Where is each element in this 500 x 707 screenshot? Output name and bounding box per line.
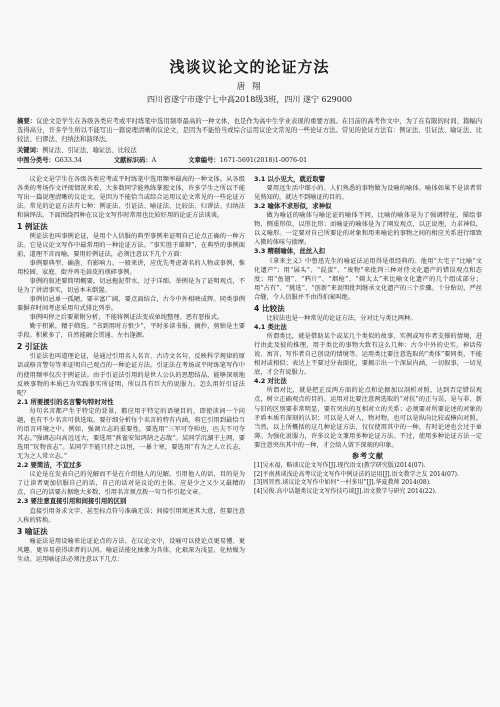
paragraph: 所谓类比，就是借助某个或某几个类似的故事、实例或写作者支撑的情境，进行由此及彼的推理，用于类比的事物大致有这么几种：古今中外的史实，神话传说、寓言，写作者自己创设的情境等。运用类比要注意选取的“类体”要同类，不能相对或相似；表达上不要过分表面化，要揭示出一个深层内涵，一切叙事，一切见底，才会有说服力。 bbox=[254, 332, 482, 377]
paragraph: 事例的叙述要简明概要，切忌拖泥带水，过于详细。举例是为了证明观点，不是为了讲清事实，切忌本末倒置。 bbox=[17, 278, 245, 295]
intro-paragraph: 议论文是学生在各级各类应考或平时练笔中选用频率最高的一种文体。从各级各类的考场作文评阅情况来看，大多数同学能熟练掌握文体，许多学生之所以不能写出一篇说理清晰的议论文，是因为不能恰当或综合运用议论文常见的一些论证方法。常见的论证方法有七种：例证法、引证法、喻证法、比较法、归谬法、归纳法和演绎法。下面围绕四种在议论文写作时常用也比较好用的论证方法谈谈。 bbox=[17, 175, 245, 219]
section-heading-2: 2 引证法 bbox=[17, 342, 48, 352]
subsection-heading-2-2: 2.2 要简洁，不宜过多 bbox=[17, 461, 82, 470]
paper-affiliation: 四川省遂宁市遂宁七中高2018级3班，四川 遂宁 629000 bbox=[146, 95, 353, 104]
subsection-heading-3-1: 3.1 以小见大，就近取譬 bbox=[254, 174, 326, 183]
abstract bbox=[17, 117, 482, 145]
keywords bbox=[17, 146, 482, 155]
paragraph: 每句名言都产生于特定的背景，都应用于特定的语境目的，即使读词一个问题，也有不少名言可供选取。要仔细分析每个名言的特有内涵，将它引用到最恰当的语言环境之中。例如，强调立志的重要性，要选用“三军可夺帅也，匹夫不可夺其志。”强调志向高远远大，要选用“燕雀安知鸿鹄之志哉”。某同学沉湖于上网，要选用“玩物丧志”。某同学不能只持之以恒，一暴十寒，要选用“有为之人立长志，无为之人常立志。” bbox=[17, 407, 245, 461]
paragraph: 勤于积累，精于筛选。“书到用时方恨少”，平时多读书报、摘抄，剪贴是主要手段。积累多了，自然能融会贯通、左右逢源。 bbox=[17, 323, 245, 340]
classification-line bbox=[17, 156, 482, 165]
section-heading-4: 4 比较法 bbox=[254, 303, 285, 313]
paragraph: 例证法也叫事例论证，是用个人信服的典型事例来证明自己论点正确的一种方法。它是议论文写作中最常用的一种论证方法。“事实胜于雄辩”，在典型的事例面前，道理不言而喻。要用好例证法，必须注意以下几个方面： bbox=[17, 232, 245, 258]
keywords-label: 关键词： bbox=[17, 146, 43, 154]
paragraph: 引证法也叫道理论证，是通过引用名人名言、古诗文名句、反映科学规律的原话或格言警句等来证明自己观点的一种论证方法。引证法在考场或平时练笔写作中的使用频率仅次于例证法。由于引证法引用的是世人公认的思想结晶，能够深刻地反映事物的本质已为实践事实所证明，所以具有巨大的说服力。怎么用好引证法呢？ bbox=[17, 353, 245, 397]
clc-value: G633.34 bbox=[54, 156, 82, 164]
abstract-text: 议论文是学生在各级各类应考或平时练笔中选用频率最高的一种文体，也是作为高中生学业表现的重要方面。在目前的高考作文中，为了在有限的时间、篇幅内选得高分，许多学生所以不能写出一篇说理清晰的议论文，是因为不能恰当或综合运用议论文常见的一些论证方法。常见的论证方法有：例证法、引证法、喻证法、比较法、归谬法、归纳法和演绎法。 bbox=[17, 118, 483, 144]
article-number-value: 1671-5691(2018)1-0076-01 bbox=[219, 156, 308, 164]
paragraph: 事例叫停之后要紧附分析，不能将例证法变成单纯整理、恶有恶报式。 bbox=[29, 314, 224, 322]
paragraph: 事例切忌单一孤陋，要丰富广阔，要点面结合，古今中外相映成辉。同类事例要摒弃时间考虑采用句式排比列举。 bbox=[17, 296, 245, 313]
paper-title: 浅谈议论文的论证方法 bbox=[169, 58, 330, 76]
references-heading: 参考文献 bbox=[352, 451, 384, 460]
subsection-heading-2-1: 2.1 所要援引的名言警句特时对性 bbox=[17, 397, 114, 406]
subsection-heading-4-1: 4.1 类比法 bbox=[254, 322, 287, 331]
paragraph: 要用远生活中细小的、人们熟悉的事物做为设喻的喻体。喻体如果不是读者常见熟知的，就达不到喻证的目的。 bbox=[254, 184, 482, 201]
reference-item: [4]吴俊.高中话题类议论文写作技巧谈[J].语文教学与研究 2014(22). bbox=[254, 488, 437, 496]
section-heading-3: 3 喻证法 bbox=[17, 526, 48, 536]
right-column bbox=[254, 175, 482, 564]
subsection-heading-2-3: 2.3 要注意直接引用和间接引用的区别 bbox=[17, 497, 127, 506]
paragraph: 做为喻证的喻体与喻论证的喻体不同，比喻的喻体是为了强调特征，描绘事物，侧重形似，以形比形；而喻证的喻体是为了阐发观点，以正说理，力求神似，以义喻形。一定要对自己所要论的对象和用来喻论的事物之间的相应关系进行细致入微的体味与揣摩。 bbox=[254, 212, 482, 247]
subsection-heading-3-2: 3.2 喻体不求形似，求神似 bbox=[254, 201, 332, 210]
paragraph: 所谓对比，就是把正反两方面的论点和论据加以剖析对照，达到否定错误观点，树立正确观点的目的。运用对比要注意两选取的“对抗”的正与误、是与非、新与旧的区别要非常明显，要有突出的互相对立的关系；必须要对所要论述的对象的矛盾本质有深刻的认识；可以是人对人，物对物，也可以是纵向比较或横向对照。当然，以上所概括的这几种论证方法，仅仅使用其中的一种，有时论述也会过于单薄。为强化说服力，许多议论文兼用多种论证方法。不过，使用多种论证方法一定要注意突出其中的一种，才会给人留下深刻的印象。 bbox=[254, 387, 482, 449]
clc-label: 中图分类号： bbox=[17, 156, 55, 164]
reference-item: [2]平南燕谈浅论高考议论文写作中例证法的运用[J].语文教学之友 2014(07). bbox=[254, 470, 459, 478]
paragraph: 议论是在发表自己的见解而不是在介绍他人的见解。引用他人的话，目的是为了让读者更加信服自己的话，自己的话对是议论的主体。应是少之又少又最精的点，自己的话要占据绝大多数，引用名言须点拨一句当作引起文章。 bbox=[17, 471, 245, 497]
paragraph: 比较法也是一种常见的论证方法，分对比与类比两种。 bbox=[266, 314, 417, 322]
reference-item: [1]吴永福，略谈议论文写作[J].现代语文(教学研究版)2014(07). bbox=[254, 461, 426, 469]
header-divider bbox=[17, 168, 482, 169]
reference-item: [3]周晋然.谈议论文写作中如何“一村多用”[J].华夏教师 2014(08). bbox=[254, 479, 431, 487]
doc-code-label: 文献标识码： bbox=[113, 156, 152, 164]
body-columns bbox=[17, 175, 482, 564]
keywords-text: 例证法、引证法、喻证法、比较法 bbox=[42, 146, 137, 154]
paragraph: 《拿来主义》中鲁迅先生的喻证法运用得是很经典的。他用“大宅子”比喻“文化遗产”；用“孱头”、“混蛋”、“废物”来批判三种对待文化遗产的错误观点和态度；用“鱼翅”、“鸦片”、“烟枪”、“姨太太”来比喻文化遗产的几个组成部分；用“占有”、“挑选”、“创新”来说明批判继承文化遗产的三个步骤。十分贴切，严丝合缝，令人信服并不由得拍案叫绝。 bbox=[254, 257, 482, 301]
subsection-heading-4-2: 4.2 对比法 bbox=[254, 377, 287, 386]
paragraph: 喻证法是用设喻来论证论点的方法。在议论文中，设喻可以使论点更易懂、更风趣、更容易获得读者的认同。喻证法能化抽象为具体、化艰深为浅显、化枯燥为生动。运用喻证法必须注意以下几点： bbox=[17, 537, 245, 563]
paragraph: 直接引用务求文字、甚至标点符号准确无误；间接引用须述其大意，但要注意人称的转换。 bbox=[17, 507, 245, 524]
paragraph: 事例要典型、确凿、有影响力。一般来讲，应优先考虑著名的人物或事例，惟用校园、家庭、街井鸡毛蒜皮的琐碎事例。 bbox=[17, 259, 245, 277]
left-column bbox=[17, 175, 245, 564]
paper-author: 唐 翔 bbox=[236, 82, 263, 92]
article-number-label: 文章编号： bbox=[188, 156, 220, 164]
subsection-heading-3-3: 3.3 精剔喻体，丝丝入扣 bbox=[254, 247, 326, 256]
section-heading-1: 1 例证法 bbox=[17, 221, 48, 231]
abstract-label: 摘要： bbox=[17, 118, 37, 125]
doc-code-value: A bbox=[151, 156, 157, 164]
